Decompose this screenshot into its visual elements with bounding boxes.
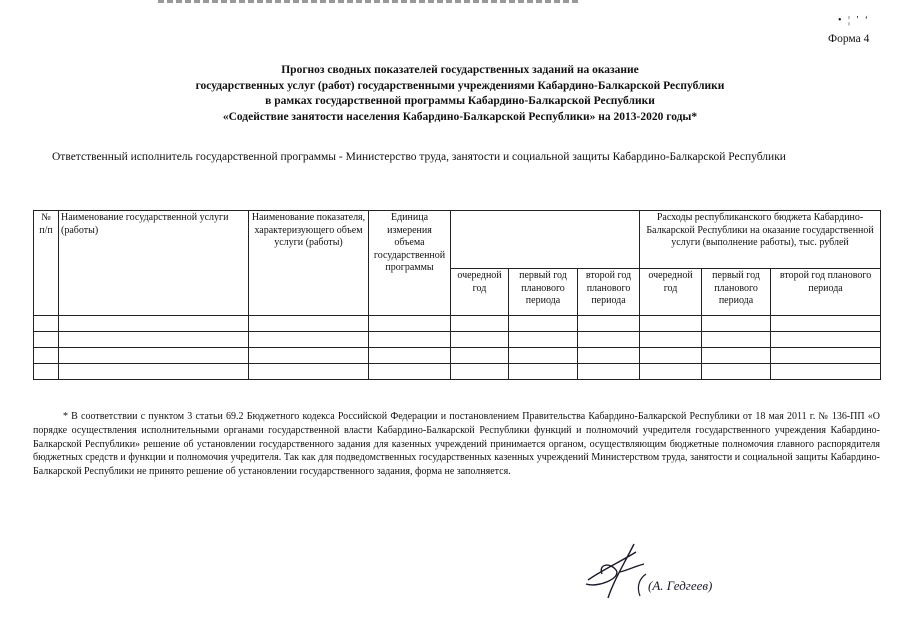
header-indicator: Наименование показателя, характеризующего объем услуги (работы) <box>249 211 369 316</box>
subheader-first-plan-year: первый год планового периода <box>702 269 771 316</box>
header-num: № п/п <box>34 211 59 316</box>
subheader-current-year: очередной год <box>640 269 702 316</box>
table-row <box>34 364 881 380</box>
scan-top-artifact <box>158 0 578 3</box>
subheader-first-plan-year: первый год планового периода <box>509 269 578 316</box>
form-label: Форма 4 <box>828 33 870 45</box>
header-unit: Единица измерения объема государственной программы <box>369 211 451 316</box>
title-line: в рамках государственной программы Кабардино-Балкарской Республики <box>265 95 655 107</box>
header-service: Наименование государственной услуги (работы) <box>59 211 249 316</box>
table-row <box>34 316 881 332</box>
signature <box>580 540 750 607</box>
table-row <box>34 332 881 348</box>
document-title <box>100 63 820 125</box>
subheader-second-plan-year: второй год планового периода <box>771 269 881 316</box>
title-line: «Содействие занятости населения Кабардино-Балкарской Республики» на 2013-2020 годы* <box>222 110 698 123</box>
table-row <box>34 348 881 364</box>
subheader-current-year: очередной год <box>451 269 509 316</box>
header-volume-group <box>451 211 640 269</box>
corner-marks: • ¦ ' ‘ <box>838 15 871 26</box>
footnote: * В соответствии с пунктом 3 статьи 69.2 Бюджетного кодекса Российской Федерации и постановлением Правительства Кабардино-Балкарской Республики от 18 мая 2011 г. № 136-ПП «О порядке осуществления исполнительными органами государственной власти Кабардино-Балкарской Республики функций и полномочий учредителя государственного учреждения Кабардино-Балкарской Республики» решение об установлении государственного задания для казенных учреждений принимается органом, осуществляющим бюджетные полномочия главного распорядителя бюджетных средств и функции и полномочия учредителя. Так как для подведомственных государственных казенных учреждений Министерством труда, занятости и социальной защиты Кабардино-Балкарской Республики не принято решение об установлении государственного задания, форма не заполняется. <box>33 411 880 478</box>
signature-mark <box>580 540 750 602</box>
responsible-executor: Ответственный исполнитель государственной программы - Министерство труда, занятости и социальной защиты Кабардино-Балкарской Республики <box>52 151 786 163</box>
signature-text: (А. Гедгеев) <box>648 578 713 593</box>
forecast-table <box>33 210 881 380</box>
title-line: Прогноз сводных показателей государственных заданий на оказание <box>281 64 639 76</box>
table-body <box>34 316 881 380</box>
header-expenses: Расходы республиканского бюджета Кабардино-Балкарской Республики на оказание государственной услуги (выполнение работы), тыс. рублей <box>640 211 881 269</box>
title-line: государственных услуг (работ) государственными учреждениями Кабардино-Балкарской Республики <box>195 79 725 92</box>
subheader-second-plan-year: второй год планового периода <box>578 269 640 316</box>
